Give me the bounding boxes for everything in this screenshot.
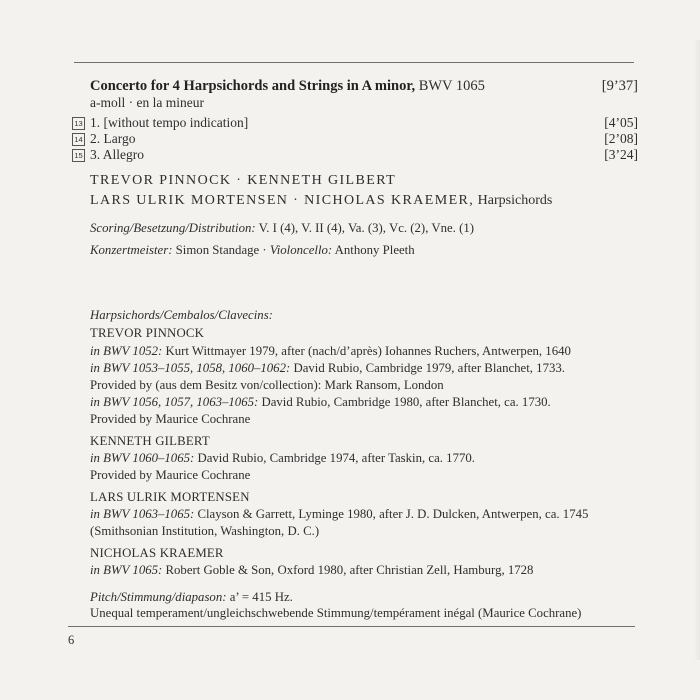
pitch-line <box>90 590 293 605</box>
track-title: 1. [without tempo indication] <box>90 115 249 130</box>
work-subtitle: a-moll · en la mineur <box>90 95 204 110</box>
instrument-label: in BWV 1063–1065: <box>90 507 195 521</box>
scoring <box>90 221 474 236</box>
track-title: 2. Largo <box>90 131 136 146</box>
instrument-label: in BWV 1065: <box>90 563 163 577</box>
instrument-line <box>90 395 551 410</box>
instrument-label: in BWV 1060–1065: <box>90 451 195 465</box>
pitch-value: a’ = 415 Hz. <box>226 590 293 604</box>
instrument-line <box>90 563 533 578</box>
top-rule <box>74 62 634 63</box>
instrument-label: in BWV 1053–1055, 1058, 1060–1062: <box>90 361 291 375</box>
instrument-text: David Rubio, Cambridge 1979, after Blanchet, 1733. <box>290 361 565 375</box>
concertmaster-value: Simon Standage · <box>172 243 270 257</box>
track-number-box: 14 <box>72 133 85 146</box>
instrument-line <box>90 344 571 359</box>
track-time: [4’05] <box>604 115 638 130</box>
instrument-line: Provided by (aus dem Besitz von/collection): Mark Ransom, London <box>90 378 444 392</box>
track-time: [2’08] <box>604 131 638 146</box>
track-number-box: 15 <box>72 149 85 162</box>
instrument-line <box>90 507 588 522</box>
instrument-text: David Rubio, Cambridge 1974, after Taskin, ca. 1770. <box>194 451 475 465</box>
violoncello-label: Violoncello: <box>269 243 333 257</box>
instrument-line: Provided by Maurice Cochrane <box>90 468 251 482</box>
track-row <box>72 147 638 164</box>
track-time: [3’24] <box>604 147 638 162</box>
work-title <box>90 78 638 95</box>
page-edge-shadow <box>694 40 700 660</box>
concertmaster <box>90 243 415 258</box>
performer-name: LARS ULRIK MORTENSEN <box>90 490 250 504</box>
instrument-text: Robert Goble & Son, Oxford 1980, after Christian Zell, Hamburg, 1728 <box>162 563 534 577</box>
track-number-box: 13 <box>72 117 85 130</box>
instrument-label: in BWV 1056, 1057, 1063–1065: <box>90 395 259 409</box>
work-total-time: [9’37] <box>601 78 638 94</box>
instrument-line: (Smithsonian Institution, Washington, D. C.) <box>90 524 320 538</box>
instrument-line <box>90 361 565 376</box>
instrument-text: Kurt Wittmayer 1979, after (nach/d’après) Iohannes Ruchers, Antwerpen, 1640 <box>162 344 571 358</box>
track-title: 3. Allegro <box>90 147 144 162</box>
pitch-label: Pitch/Stimmung/diapason: <box>90 590 227 604</box>
instrument-text: Clayson & Garrett, Lyminge 1980, after J. D. Dulcken, Antwerpen, ca. 1745 <box>194 507 589 521</box>
bottom-rule <box>68 626 635 627</box>
instruments-heading: Harpsichords/Cembalos/Clavecins: <box>90 308 273 322</box>
performers-role: Harpsichords <box>474 193 553 208</box>
page-number: 6 <box>68 633 75 647</box>
performer-name: KENNETH GILBERT <box>90 434 210 448</box>
track-row <box>72 131 638 148</box>
performer-name: NICHOLAS KRAEMER <box>90 546 224 560</box>
performers-line-1: TREVOR PINNOCK · KENNETH GILBERT <box>90 173 397 188</box>
performers-names: LARS ULRIK MORTENSEN · NICHOLAS KRAEMER, <box>90 193 475 208</box>
instrument-line <box>90 451 475 466</box>
violoncello-value: Anthony Pleeth <box>332 243 415 257</box>
performers-line-2 <box>90 193 552 209</box>
temperament-line: Unequal temperament/ungleichschwebende Stimmung/tempérament inégal (Maurice Cochrane) <box>90 606 582 620</box>
instrument-line: Provided by Maurice Cochrane <box>90 412 251 426</box>
performer-name: TREVOR PINNOCK <box>90 326 205 340</box>
scoring-label: Scoring/Besetzung/Distribution: <box>90 221 256 235</box>
track-row <box>72 115 638 132</box>
concertmaster-label: Konzertmeister: <box>90 243 173 257</box>
instrument-label: in BWV 1052: <box>90 344 163 358</box>
work-title-main: Concerto for 4 Harpsichords and Strings in A minor, <box>90 78 416 94</box>
work-catalog: BWV 1065 <box>415 78 485 94</box>
instrument-text: David Rubio, Cambridge 1980, after Blanchet, ca. 1730. <box>258 395 551 409</box>
scoring-value: V. I (4), V. II (4), Va. (3), Vc. (2), Vne. (1) <box>255 221 475 235</box>
